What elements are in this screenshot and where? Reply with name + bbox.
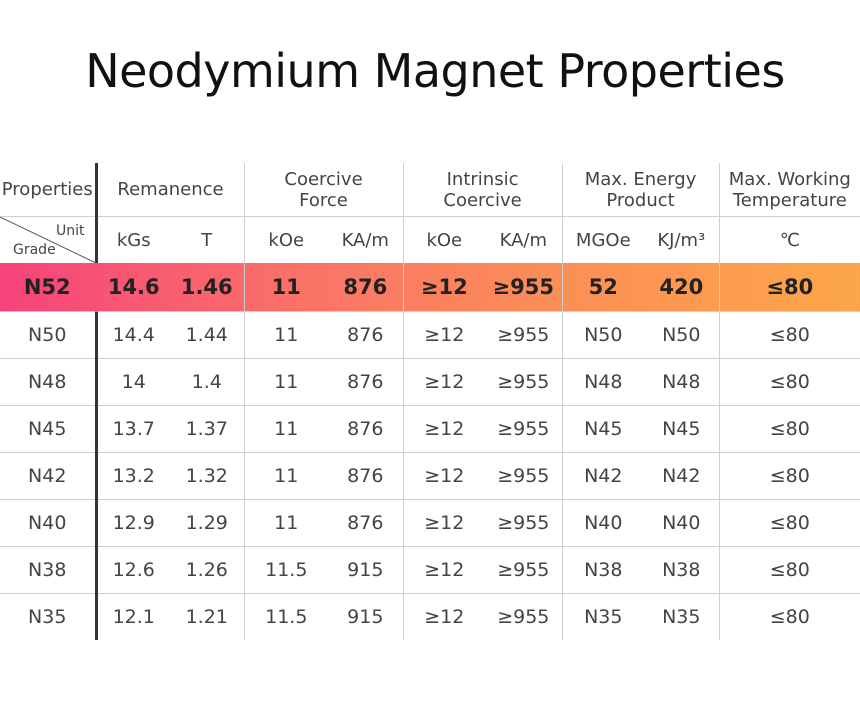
cell-energy-mgoe: N42: [562, 453, 644, 500]
cell-grade: N38: [0, 547, 96, 594]
cell-remanence-t: 1.44: [170, 312, 244, 359]
cell-max-temp: ≤80: [719, 263, 860, 312]
max-working-temperature-header-line: Max. Working: [728, 168, 851, 190]
cell-coercive-ka-m: 915: [328, 594, 403, 641]
cell-energy-kj-m3: N38: [644, 547, 719, 594]
cell-grade: N48: [0, 359, 96, 406]
table-row: [0, 359, 860, 406]
cell-remanence-kgs: 12.1: [96, 594, 170, 641]
cell-intrinsic-ka-m: ≥955: [485, 359, 562, 406]
cell-coercive-ka-m: 876: [343, 275, 388, 299]
cell-remanence-t: 1.46: [180, 275, 233, 299]
cell-coercive-ka-m: 876: [328, 359, 403, 406]
cell-remanence-kgs: 12.9: [96, 500, 170, 547]
cell-energy-mgoe: N50: [562, 312, 644, 359]
intrinsic-coercive-header-line: Coercive: [443, 189, 522, 211]
coercive-force-header: [244, 163, 403, 217]
cell-remanence-t: 1.29: [170, 500, 244, 547]
cell-remanence-kgs: 12.6: [96, 547, 170, 594]
cell-intrinsic-koe: ≥12: [403, 594, 485, 641]
cell-energy-kj-m3: N50: [644, 312, 719, 359]
cell-intrinsic-ka-m: ≥955: [492, 275, 554, 299]
cell-energy-kj-m3: N48: [644, 359, 719, 406]
cell-intrinsic-ka-m: ≥955: [485, 547, 562, 594]
cell-grade: N35: [0, 594, 96, 641]
cell-energy-mgoe: N38: [562, 547, 644, 594]
cell-max-temp: ≤80: [719, 406, 860, 453]
cell-coercive-koe: 11: [244, 453, 328, 500]
unit-ka-m: KA/m: [341, 229, 389, 251]
cell-grade: N40: [0, 500, 96, 547]
cell-remanence-t: 1.26: [170, 547, 244, 594]
cell-intrinsic-ka-m: ≥955: [485, 500, 562, 547]
cell-intrinsic-koe: ≥12: [403, 359, 485, 406]
max-energy-product-header: [562, 163, 719, 217]
cell-coercive-ka-m: 915: [328, 547, 403, 594]
table-row: [0, 406, 860, 453]
cell-intrinsic-koe: ≥12: [403, 500, 485, 547]
table-row: [0, 312, 860, 359]
cell-grade: N50: [0, 312, 96, 359]
remanence-header: Remanence: [96, 163, 244, 217]
unit-mgoe: MGOe: [562, 217, 644, 264]
intrinsic-coercive-header-line: Intrinsic: [446, 168, 519, 190]
table-row: [0, 500, 860, 547]
cell-max-temp: ≤80: [719, 453, 860, 500]
cell-remanence-kgs: 13.2: [96, 453, 170, 500]
unit-intrinsic-ka-m: KA/m: [499, 229, 547, 251]
cell-remanence-kgs: 14: [96, 359, 170, 406]
cell-energy-mgoe: N45: [562, 406, 644, 453]
cell-energy-kj-m3: N35: [644, 594, 719, 641]
cell-grade: N52: [23, 275, 71, 299]
properties-header: Properties: [0, 163, 96, 217]
max-working-temperature-header-line: Temperature: [732, 189, 847, 211]
cell-intrinsic-koe: ≥12: [403, 263, 485, 312]
cell-intrinsic-koe: ≥12: [403, 547, 485, 594]
cell-energy-mgoe: N35: [562, 594, 644, 641]
cell-coercive-koe: 11: [244, 406, 328, 453]
highlighted-row: [0, 263, 860, 312]
cell-remanence-kgs: 14.6: [107, 275, 160, 299]
cell-coercive-ka-m: 876: [328, 406, 403, 453]
table-row: [0, 453, 860, 500]
cell-max-temp: ≤80: [719, 359, 860, 406]
unit-t: T: [201, 229, 213, 251]
unit-koe: kOe: [244, 217, 328, 264]
unit-kgs: kGs: [116, 229, 151, 251]
properties-table: [0, 163, 860, 640]
cell-remanence-t: 1.37: [170, 406, 244, 453]
table-row: [0, 547, 860, 594]
cell-energy-mgoe: N40: [562, 500, 644, 547]
cell-intrinsic-ka-m: ≥955: [485, 312, 562, 359]
cell-intrinsic-koe: ≥12: [403, 453, 485, 500]
max-energy-product-header-line: Product: [606, 189, 675, 211]
grade-label: Grade: [13, 242, 56, 258]
cell-coercive-koe: 11: [244, 312, 328, 359]
max-working-temperature-header: [719, 163, 860, 217]
table-row: [0, 594, 860, 641]
intrinsic-coercive-header: [403, 163, 562, 217]
unit-label: Unit: [56, 223, 85, 239]
cell-coercive-koe: 11.5: [244, 594, 328, 641]
coercive-force-header-line: Coercive: [284, 168, 363, 190]
cell-coercive-ka-m: 876: [328, 312, 403, 359]
cell-max-temp: ≤80: [719, 500, 860, 547]
cell-max-temp: ≤80: [719, 594, 860, 641]
cell-intrinsic-ka-m: ≥955: [485, 594, 562, 641]
cell-grade: N42: [0, 453, 96, 500]
cell-intrinsic-koe: ≥12: [403, 312, 485, 359]
cell-coercive-ka-m: 876: [328, 500, 403, 547]
cell-intrinsic-ka-m: ≥955: [485, 406, 562, 453]
cell-energy-kj-m3: N45: [644, 406, 719, 453]
cell-remanence-t: 1.21: [170, 594, 244, 641]
cell-coercive-koe: 11: [244, 359, 328, 406]
max-energy-product-header-line: Max. Energy: [584, 168, 697, 190]
cell-energy-kj-m3: N40: [644, 500, 719, 547]
page-title: Neodymium Magnet Properties: [85, 44, 785, 98]
cell-energy-mgoe: N48: [562, 359, 644, 406]
cell-coercive-koe: 11: [244, 263, 328, 312]
unit-kj-m3: KJ/m³: [657, 229, 706, 251]
cell-remanence-t: 1.32: [170, 453, 244, 500]
cell-max-temp: ≤80: [719, 547, 860, 594]
cell-coercive-ka-m: 876: [328, 453, 403, 500]
unit-celsius: ℃: [719, 217, 860, 264]
cell-intrinsic-koe: ≥12: [403, 406, 485, 453]
cell-grade: N45: [0, 406, 96, 453]
unit-grade-header: [0, 217, 96, 264]
unit-intrinsic-koe: kOe: [403, 217, 485, 264]
cell-coercive-koe: 11: [244, 500, 328, 547]
cell-remanence-t: 1.4: [170, 359, 244, 406]
cell-energy-kj-m3: N42: [644, 453, 719, 500]
cell-intrinsic-ka-m: ≥955: [485, 453, 562, 500]
cell-max-temp: ≤80: [719, 312, 860, 359]
cell-energy-kj-m3: 420: [659, 275, 704, 299]
cell-energy-mgoe: 52: [562, 263, 644, 312]
coercive-force-header-line: Force: [299, 189, 348, 211]
cell-remanence-kgs: 13.7: [96, 406, 170, 453]
cell-remanence-kgs: 14.4: [96, 312, 170, 359]
cell-coercive-koe: 11.5: [244, 547, 328, 594]
